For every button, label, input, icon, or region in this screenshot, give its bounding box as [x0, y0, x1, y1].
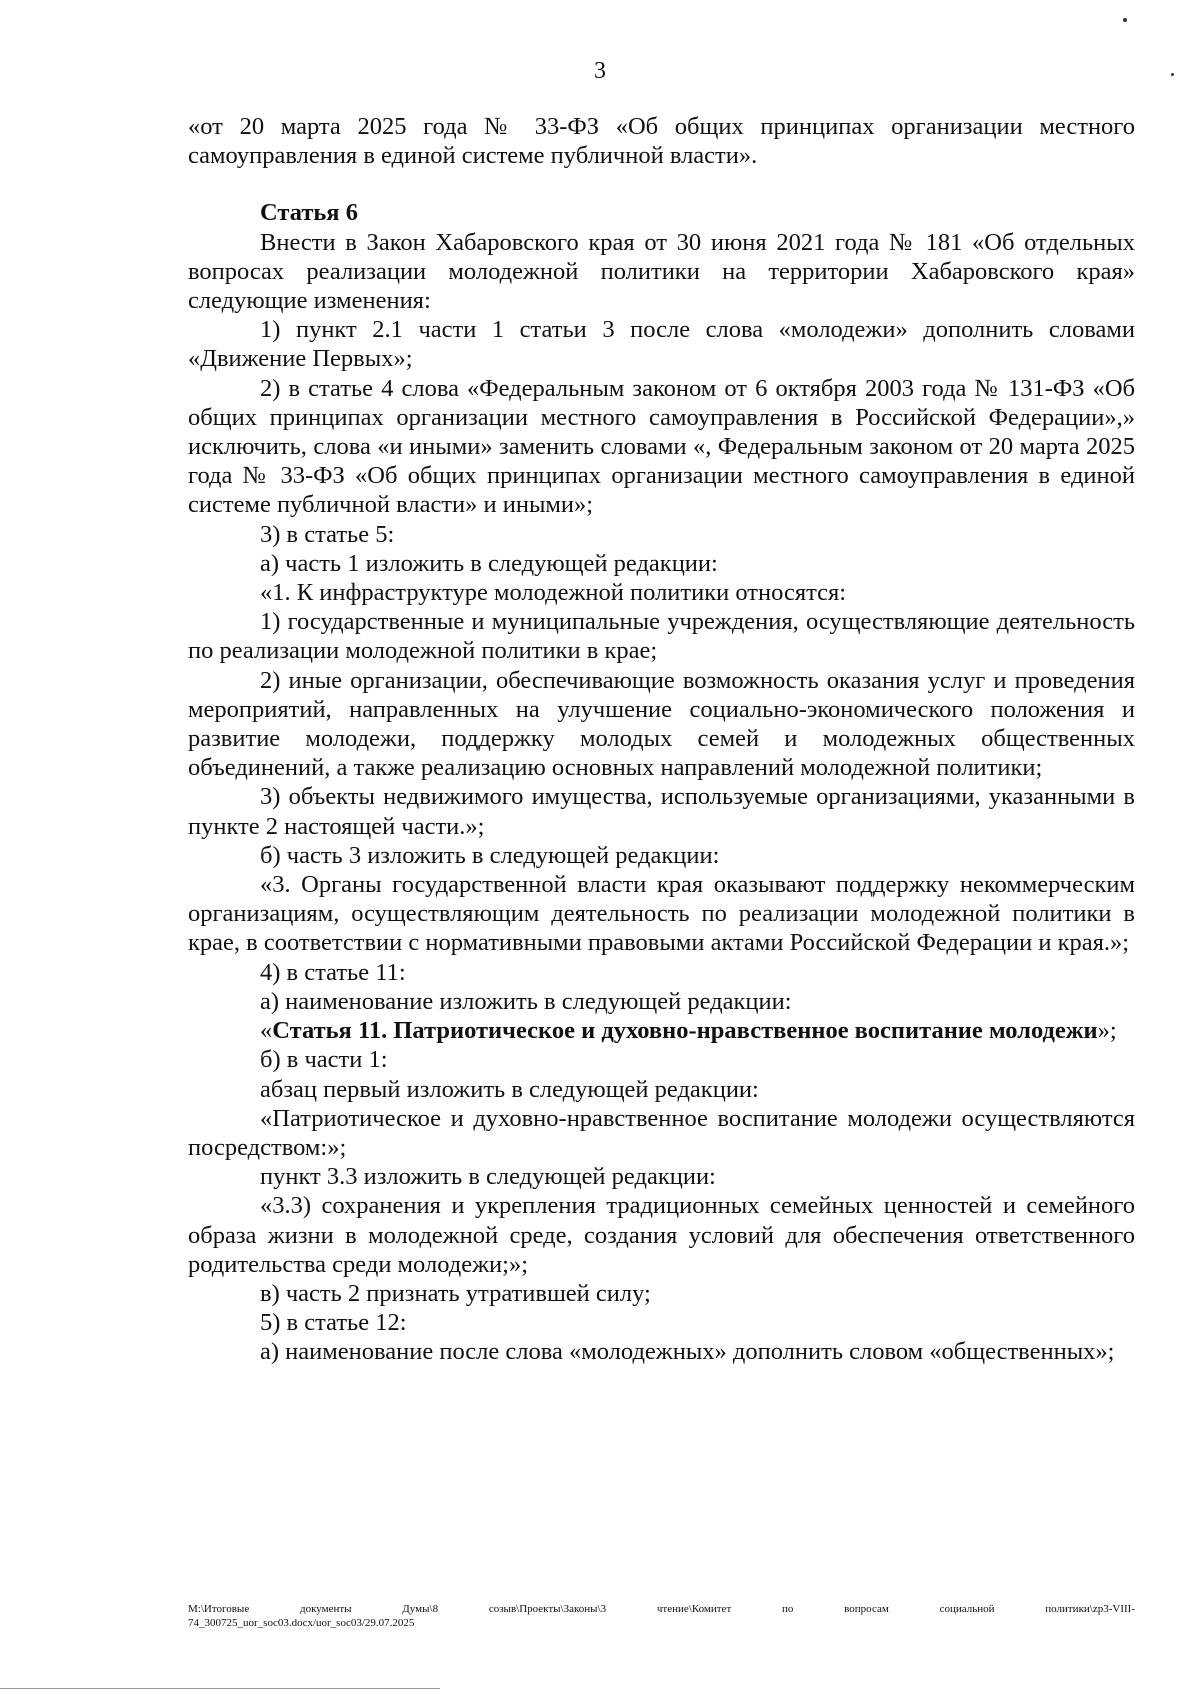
- paragraph-item-4: 4) в статье 11:: [260, 958, 406, 986]
- scan-speck: [1123, 18, 1127, 22]
- paragraph-infra-1: 1) государственные и муниципальные учреждения, осуществляющие деятельность по реализации молодежной политики в крае;: [188, 608, 1135, 665]
- paragraph-item-3b: б) часть 3 изложить в следующей редакции:: [260, 841, 720, 869]
- article-11-title-bold-end: молодежи: [988, 1017, 1098, 1045]
- file-path-footer: [188, 1602, 1135, 1630]
- quote-open: «: [260, 1017, 273, 1045]
- paragraph-item-1: 1) пункт 2.1 части 1 статьи 3 после слова «молодежи» дополнить словами «Движение Первых»;: [188, 316, 1135, 373]
- paragraph-item-5a: а) наименование после слова «молодежных» дополнить словом «общественных»;: [260, 1338, 1115, 1366]
- footer-path-line-1: M:\Итоговые документы Думы\8 созыв\Проекты\Законы\3 чтение\Комитет по вопросам социальной политики\zp3-VIII-: [188, 1603, 1135, 1615]
- paragraph-quote-patriotic: «Патриотическое и духовно-нравственное воспитание молодежи осуществляются посредством:»;: [188, 1104, 1135, 1161]
- paragraph-intro-changes: Внести в Закон Хабаровского края от 30 июня 2021 года № 181 «Об отдельных вопросах реализации молодежной политики на территории Хабаровского края» следующие изменения:: [188, 228, 1135, 315]
- paragraph-infra-2: 2) иные организации, обеспечивающие возможность оказания услуг и проведения мероприятий, направленных на улучшение социально-экономического положения и развитие молодежи, поддержку молодых семей и молодежных общественных объединений, а также реализацию основных направлений молодежной политики;: [188, 666, 1135, 782]
- paragraph-item-4b: б) в части 1:: [260, 1046, 388, 1074]
- paragraph-item-4a: а) наименование изложить в следующей редакции:: [260, 987, 792, 1015]
- paragraph-first-abzac: абзац первый изложить в следующей редакции:: [260, 1075, 759, 1103]
- paragraph-quote-part-1: «1. К инфраструктуре молодежной политики относятся:: [260, 579, 847, 607]
- article-11-title-bold: Статья 11. Патриотическое и духовно-нравственное воспитание: [272, 1017, 983, 1045]
- document-body: [188, 112, 1135, 1367]
- paragraph-item-2: 2) в статье 4 слова «Федеральным законом от 6 октября 2003 года № 131-ФЗ «Об общих принципах организации местного самоуправления в Российской Федерации»,» исключить, слова «и иными» заменить словами «, Федеральным законом от 20 марта 2025 года № 33-ФЗ «Об общих принципах организации местного самоуправления в единой системе публичной власти» и иными»;: [188, 374, 1135, 519]
- paragraph-point-3-3: пункт 3.3 изложить в следующей редакции:: [260, 1163, 716, 1191]
- paragraph-item-3a: а) часть 1 изложить в следующей редакции:: [260, 549, 718, 577]
- intro-line-1: «от 20 марта 2025 года № 33-ФЗ «Об общих принципах организации местного: [188, 113, 1135, 140]
- paragraph-quote-3-3: «3.3) сохранения и укрепления традиционных семейных ценностей и семейного образа жизни в молодежной среде, создания условий для обеспечения ответственного родительства среди молодежи;»;: [188, 1192, 1135, 1278]
- article-heading: Статья 6: [260, 199, 358, 227]
- paragraph-infra-3: 3) объекты недвижимого имущества, используемые организациями, указанными в пункте 2 настоящей части.»;: [188, 783, 1135, 840]
- paragraph-item-4v: в) часть 2 признать утратившей силу;: [260, 1279, 651, 1307]
- paragraph-item-5: 5) в статье 12:: [260, 1309, 407, 1337]
- page-number: 3: [594, 58, 606, 84]
- quote-close: »;: [1097, 1017, 1117, 1045]
- scan-speck: [1171, 73, 1174, 76]
- paragraph-article-11-title: [188, 1016, 1135, 1045]
- bottom-rule: [0, 1688, 440, 1689]
- intro-line-2: самоуправления в единой системе публичной власти».: [188, 142, 758, 170]
- paragraph-quote-part-3: «3. Органы государственной власти края оказывают поддержку некоммерческим организациям, осуществляющим деятельность по реализации молодежной политики в крае, в соответствии с нормативными правовыми актами Российской Федерации и края.»;: [188, 871, 1135, 957]
- paragraph-item-3: 3) в статье 5:: [260, 520, 395, 548]
- footer-path-line-2: 74_300725_uor_soc03.docx/uor_soc03/29.07.2025: [188, 1617, 415, 1629]
